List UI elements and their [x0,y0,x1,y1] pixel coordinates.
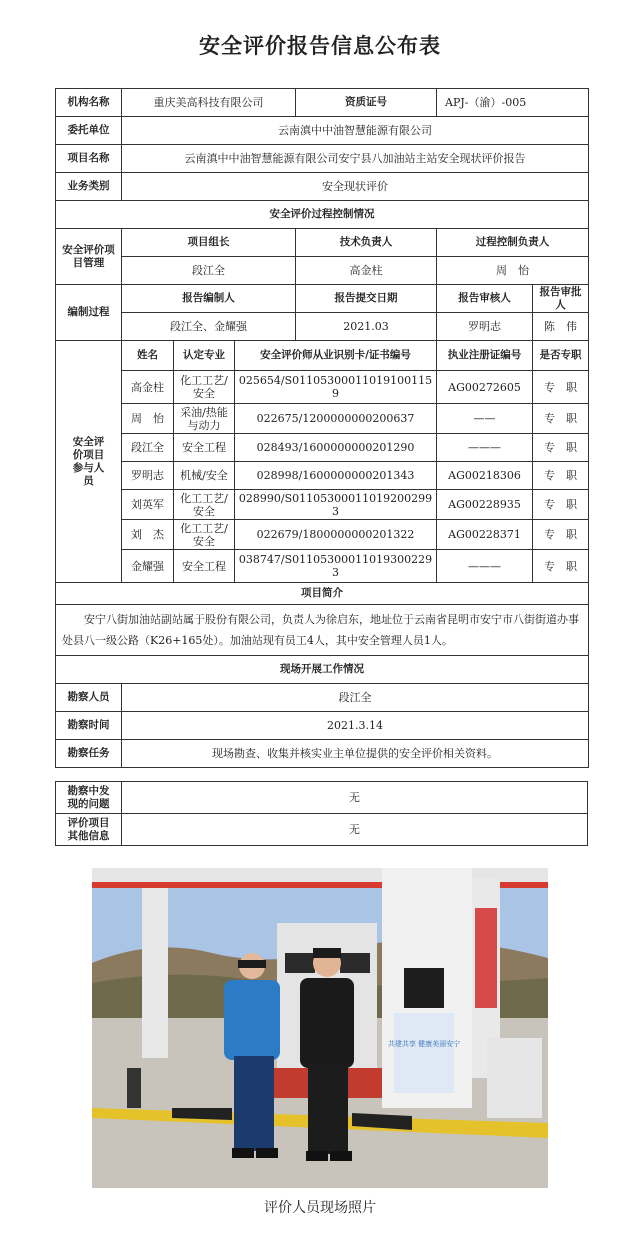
staff-reg: —— [437,404,533,434]
biz-type: 安全现状评价 [122,173,589,201]
staff-fulltime: 专 职 [533,462,589,490]
staff-name: 金耀强 [122,550,174,583]
staff-reg: AG00228935 [437,490,533,520]
staff-header-major: 认定专业 [174,341,235,371]
site-section: 现场开展工作情况 [56,656,589,684]
biz-label: 业务类别 [56,173,122,201]
staff-header-fulltime: 是否专职 [533,341,589,371]
leader-header: 项目组长 [122,229,296,257]
author-header: 报告编制人 [122,285,296,313]
person-right [300,948,354,1161]
task-label: 勘察任务 [56,740,122,768]
table-row [56,520,589,550]
table-row [56,434,589,462]
client: 云南滇中中油智慧能源有限公司 [122,117,589,145]
gas-station-scene [92,868,548,1188]
found-label: 勘察中发现的问题 [56,782,122,814]
site-photo [92,868,548,1188]
table-row [56,490,589,520]
staff-name: 周 怡 [122,404,174,434]
staff-label: 安全评价项目参与人员 [56,341,122,583]
staff-major: 安全工程 [174,550,235,583]
project-name: 云南滇中中油智慧能源有限公司安宁县八加油站主站安全现状评价报告 [122,145,589,173]
author: 段江全、金耀强 [122,313,296,341]
date-header: 报告提交日期 [296,285,437,313]
staff-header-card: 安全评价师从业识别卡/证书编号 [235,341,437,371]
inspector: 段江全 [122,684,589,712]
issues-table [55,781,588,846]
ctrl-header: 过程控制负责人 [437,229,589,257]
intro-section: 项目简介 [56,583,589,605]
staff-reg: AG00272605 [437,371,533,404]
staff-card: 025654/S011053000110191001159 [235,371,437,404]
staff-header-reg: 执业注册证编号 [437,341,533,371]
cert-number: APJ-（渝）-005 [437,89,589,117]
inspector-label: 勘察人员 [56,684,122,712]
staff-card: 022675/1200000000200637 [235,404,437,434]
reviewer-header: 报告审核人 [437,285,533,313]
tech-lead: 高金柱 [296,257,437,285]
table-row [56,550,589,583]
staff-reg: AG00228371 [437,520,533,550]
mgmt-label: 安全评价项目管理 [56,229,122,285]
reviewer: 罗明志 [437,313,533,341]
staff-card: 022679/1800000000201322 [235,520,437,550]
staff-name: 高金柱 [122,371,174,404]
ctrl-lead: 周 怡 [437,257,589,285]
staff-major: 化工工艺/安全 [174,371,235,404]
leader: 段江全 [122,257,296,285]
staff-name: 罗明志 [122,462,174,490]
project-label: 项目名称 [56,145,122,173]
staff-card: 038747/S011053000110193002293 [235,550,437,583]
org-name: 重庆美高科技有限公司 [122,89,296,117]
inspection-time: 2021.3.14 [122,712,589,740]
found-issues: 无 [122,782,588,814]
staff-fulltime: 专 职 [533,434,589,462]
submit-date: 2021.03 [296,313,437,341]
staff-fulltime: 专 职 [533,404,589,434]
other-label: 评价项目其他信息 [56,814,122,846]
approver-header: 报告审批人 [533,285,589,313]
staff-name: 刘英军 [122,490,174,520]
client-label: 委托单位 [56,117,122,145]
staff-card: 028493/1600000000201290 [235,434,437,462]
staff-name: 刘 杰 [122,520,174,550]
canopy-banner: 共建共享 健康美丽安宁 [387,1040,461,1048]
staff-fulltime: 专 职 [533,371,589,404]
table-row [56,462,589,490]
staff-header-name: 姓名 [122,341,174,371]
staff-fulltime: 专 职 [533,490,589,520]
tech-header: 技术负责人 [296,229,437,257]
time-label: 勘察时间 [56,712,122,740]
staff-major: 化工工艺/安全 [174,520,235,550]
staff-card: 028990/S011053000110192002993 [235,490,437,520]
staff-major: 化工工艺/安全 [174,490,235,520]
other-info: 无 [122,814,588,846]
intro-text: 安宁八街加油站副站属于股份有限公司，负责人为徐启东，地址位于云南省昆明市安宁市八街街道办事处县八一级公路（K26+165处）。加油站现有员工4人，其中安全管理人员1人。 [56,605,589,656]
staff-major: 采油/热能与动力 [174,404,235,434]
table-row [56,371,589,404]
staff-reg: AG00218306 [437,462,533,490]
staff-major: 机械/安全 [174,462,235,490]
staff-reg: ——— [437,434,533,462]
staff-fulltime: 专 职 [533,550,589,583]
info-table [55,88,589,768]
process-section: 安全评价过程控制情况 [56,201,589,229]
photo-caption: 评价人员现场照片 [264,1200,376,1216]
approver: 陈 伟 [533,313,589,341]
cert-label: 资质证号 [296,89,437,117]
staff-name: 段江全 [122,434,174,462]
org-name-label: 机构名称 [56,89,122,117]
staff-card: 028998/1600000000201343 [235,462,437,490]
staff-reg: ——— [437,550,533,583]
compile-label: 编制过程 [56,285,122,341]
table-row [56,404,589,434]
staff-major: 安全工程 [174,434,235,462]
staff-fulltime: 专 职 [533,520,589,550]
inspection-task: 现场勘查、收集并核实业主单位提供的安全评价相关资料。 [122,740,589,768]
page-title: 安全评价报告信息公布表 [199,34,441,58]
